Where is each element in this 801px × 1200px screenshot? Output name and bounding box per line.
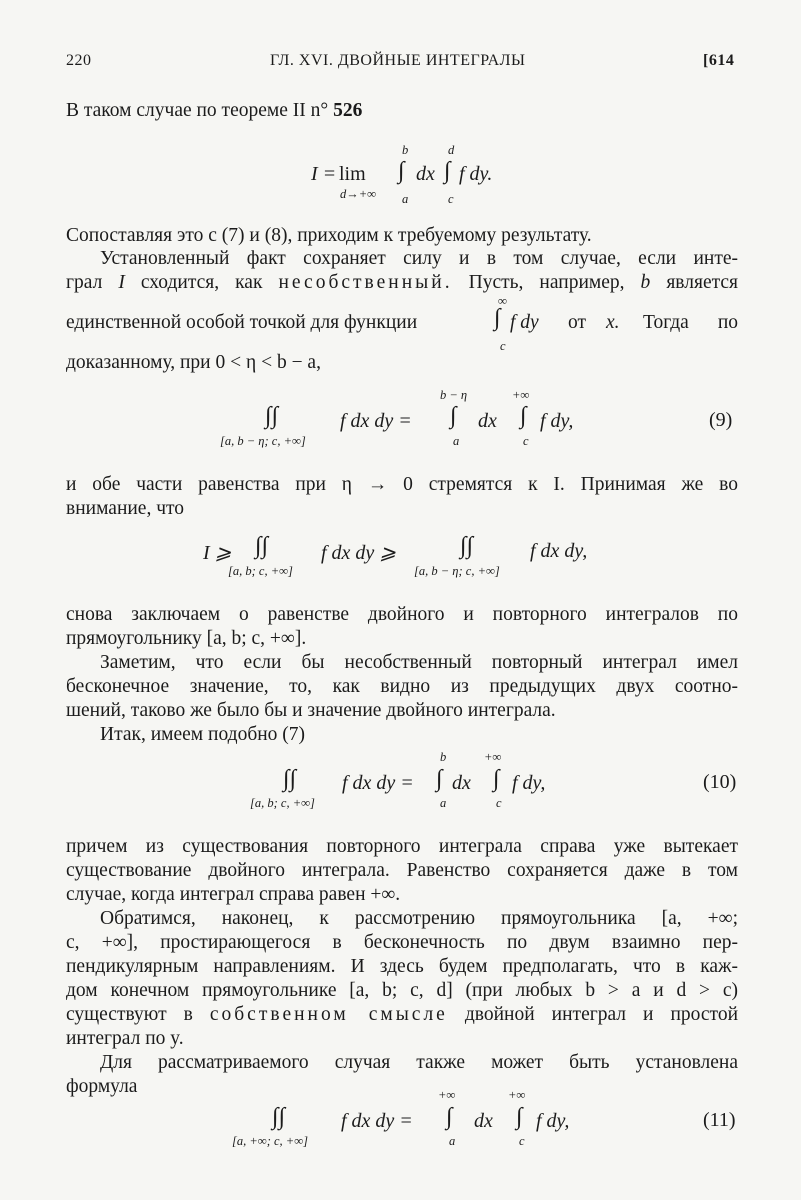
- paragraph-line: шений, таково же было бы и значение двойного интеграла.: [66, 700, 556, 721]
- integral-sign: ∫: [446, 1104, 453, 1130]
- section-number: [614: [703, 52, 735, 69]
- paragraph-line: пендикулярным направлениям. И здесь будем предполагать, что в каж-: [66, 956, 738, 977]
- paragraph-conclusion: Сопоставляя это с (7) и (8), приходим к требуемому результату.: [66, 225, 592, 246]
- running-head: ГЛ. XVI. ДВОЙНЫЕ ИНТЕГРАЛЫ: [270, 52, 526, 69]
- integral-sign: ∫: [516, 1104, 523, 1130]
- integral-sign: ∫: [436, 766, 443, 792]
- paragraph-line: интеграл по y.: [66, 1028, 184, 1049]
- paragraph-line: Заметим, что если бы несобственный повторный интеграл имел: [100, 652, 738, 673]
- double-integral-sign: ∫∫: [265, 403, 279, 429]
- integral-sign: ∫: [520, 403, 527, 429]
- integral-sign: ∫: [494, 305, 501, 331]
- integral-sign: ∫: [444, 158, 451, 184]
- paragraph-line: бесконечное значение, то, как видно из предыдущих двух соотно-: [66, 676, 738, 697]
- paragraph-line: Итак, имеем подобно (7): [100, 724, 306, 745]
- paragraph-line: c, +∞], простирающегося в бесконечность по двум взаимно пер-: [66, 932, 738, 953]
- integral-sign: ∫: [493, 766, 500, 792]
- integral-sign: ∫: [450, 403, 457, 429]
- paragraph-line: причем из существования повторного интеграла справа уже вытекает: [66, 836, 738, 857]
- paragraph-line: доказанному, при 0 < η < b − a,: [66, 352, 321, 373]
- page-number: 220: [66, 52, 92, 69]
- paragraph-line: формула: [66, 1076, 138, 1097]
- paragraph-line: снова заключаем о равенстве двойного и повторного интегралов по: [66, 604, 738, 625]
- paragraph-line: прямоугольнику [a, b; c, +∞].: [66, 628, 307, 649]
- paragraph-line: и обе части равенства при η → 0 стремятся к I. Принимая же во: [66, 474, 738, 495]
- double-integral-sign: ∫∫: [283, 766, 297, 792]
- item-ref: 526: [333, 100, 363, 121]
- paragraph-line: внимание, что: [66, 498, 185, 519]
- paragraph-line: существование двойного интеграла. Равенство сохраняется даже в том: [66, 860, 738, 881]
- equation-number: (9): [709, 409, 733, 431]
- paragraph-line: Установленный факт сохраняет силу и в том случае, если инте-: [100, 248, 738, 269]
- paragraph-line: Для рассматриваемого случая также может быть установлена: [100, 1052, 738, 1073]
- double-integral-sign: ∫∫: [255, 533, 269, 559]
- integral-sign: ∫: [398, 158, 405, 184]
- paragraph-line: дом конечном прямоугольнике [a, b; c, d] (при любых b > a и d > c): [66, 980, 738, 1001]
- paragraph-line: Обратимся, наконец, к рассмотрению прямоугольника [a, +∞;: [100, 908, 738, 929]
- paragraph-theorem-ref: В таком случае по теореме II n° 526: [66, 100, 363, 121]
- paragraph-line: существуют в собственном смысле двойной интеграл и простой: [66, 1004, 739, 1025]
- double-integral-sign: ∫∫: [460, 533, 474, 559]
- paragraph-line: случае, когда интеграл справа равен +∞.: [66, 884, 401, 905]
- equation-number: (11): [703, 1109, 736, 1131]
- equation-number: (10): [703, 771, 737, 793]
- paragraph-line: грал I сходится, как несобственный. Пусть, например, b является: [66, 272, 738, 293]
- double-integral-sign: ∫∫: [272, 1104, 286, 1130]
